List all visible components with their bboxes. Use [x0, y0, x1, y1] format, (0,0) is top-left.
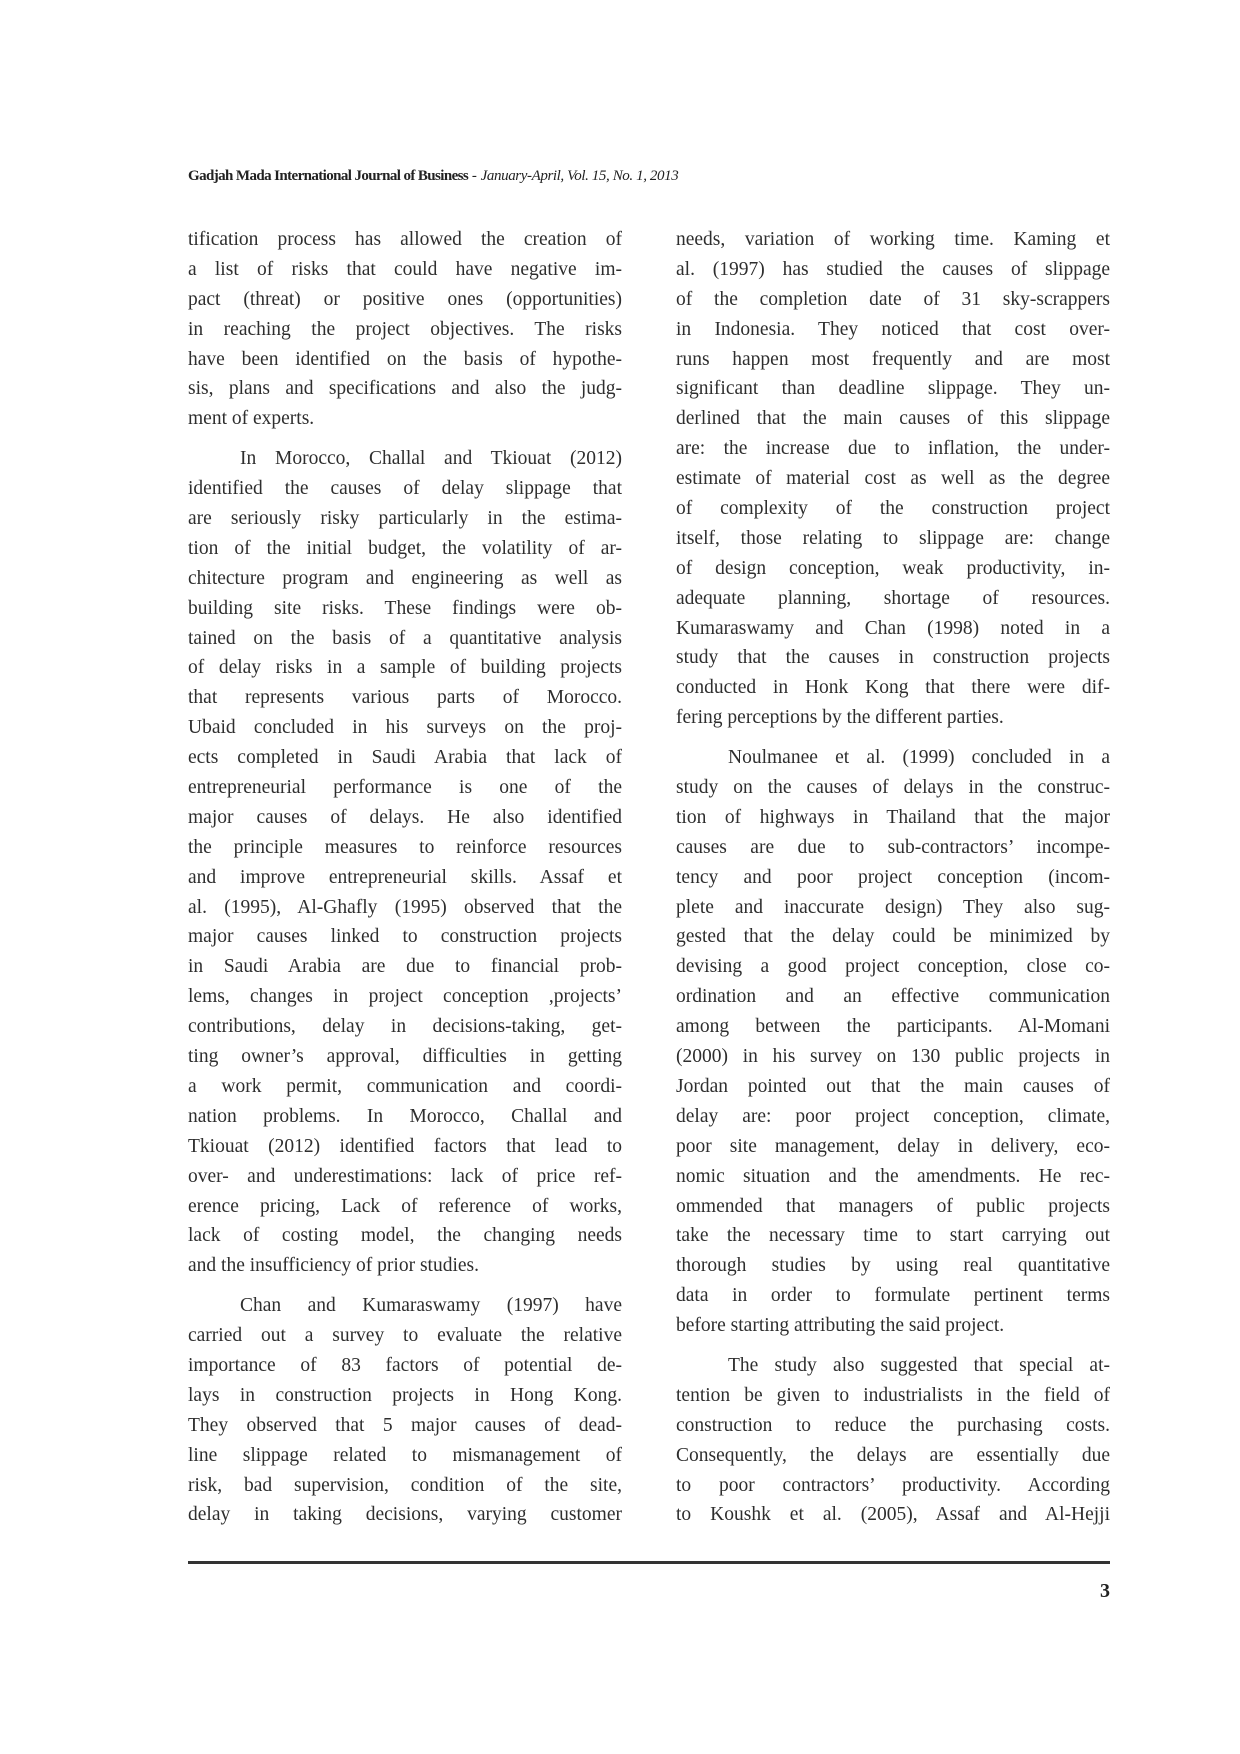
footer-rule	[188, 1561, 1110, 1564]
text-line: (2000) in his survey on 130 public projects in	[676, 1046, 1110, 1068]
text-line: over- and underestimations: lack of price ref-	[188, 1165, 622, 1187]
text-line: tained on the basis of a quantitative analysis	[188, 627, 622, 649]
text-line: of delay risks in a sample of building projects	[188, 657, 622, 679]
text-line: lems, changes in project conception ,projects’	[188, 986, 622, 1008]
text-line: in reaching the project objectives. The risks	[188, 318, 622, 340]
text-line: tion of the initial budget, the volatility of ar-	[188, 537, 622, 559]
paragraph	[188, 225, 622, 434]
text-line: derlined that the main causes of this slippage	[676, 408, 1110, 430]
page-number: 3	[1100, 1580, 1110, 1602]
text-line: study that the causes in construction projects	[676, 647, 1110, 669]
text-line: major causes of delays. He also identified	[188, 806, 622, 828]
text-line: Tkiouat (2012) identified factors that lead to	[188, 1135, 622, 1157]
text-line: The study also suggested that special at-	[728, 1354, 1110, 1376]
text-line: itself, those relating to slippage are: change	[676, 527, 1110, 549]
text-line: lack of costing model, the changing needs	[188, 1225, 622, 1247]
text-line: among between the participants. Al-Momani	[676, 1016, 1110, 1038]
text-line: al. (1995), Al-Ghafly (1995) observed that the	[188, 896, 622, 918]
text-line: devising a good project conception, close co-	[676, 956, 1110, 978]
text-line: ordination and an effective communication	[676, 986, 1110, 1008]
text-line: chitecture program and engineering as well as	[188, 567, 622, 589]
text-line: entrepreneurial performance is one of the	[188, 777, 622, 799]
text-line: carried out a survey to evaluate the relative	[188, 1325, 622, 1347]
text-line: ommended that managers of public projects	[676, 1195, 1110, 1217]
running-header	[188, 168, 678, 185]
text-line: delay are: poor project conception, climate,	[676, 1105, 1110, 1127]
text-line: ting owner’s approval, difficulties in getting	[188, 1046, 622, 1068]
text-line: and the insufficiency of prior studies.	[188, 1255, 479, 1277]
text-line: data in order to formulate pertinent terms	[676, 1285, 1110, 1307]
text-line: significant than deadline slippage. They un-	[676, 378, 1110, 400]
text-line: have been identified on the basis of hypothe-	[188, 348, 622, 370]
header-separator: -	[468, 168, 481, 184]
text-line: needs, variation of working time. Kaming et	[676, 229, 1110, 250]
text-line: to poor contractors’ productivity. According	[676, 1474, 1110, 1496]
text-line: of design conception, weak productivity, in-	[676, 557, 1110, 579]
text-line: risk, bad supervision, condition of the site,	[188, 1474, 622, 1496]
text-line: importance of 83 factors of potential de-	[188, 1354, 622, 1376]
text-line: Ubaid concluded in his surveys on the proj-	[188, 717, 622, 739]
text-line: a work permit, communication and coordi-	[188, 1075, 622, 1097]
text-line: construction to reduce the purchasing costs.	[676, 1414, 1110, 1436]
text-line: ment of experts.	[188, 408, 315, 430]
text-line: building site risks. These findings were ob-	[188, 597, 622, 619]
text-line: that represents various parts of Morocco.	[188, 687, 622, 709]
text-line: sis, plans and specifications and also the judg-	[188, 378, 622, 400]
paragraph	[188, 1291, 622, 1530]
text-line: conducted in Honk Kong that there were dif-	[676, 677, 1110, 699]
text-line: major causes linked to construction projects	[188, 926, 622, 948]
text-line: line slippage related to mismanagement of	[188, 1444, 622, 1466]
paragraph	[188, 444, 622, 1281]
text-line: before starting attributing the said project.	[676, 1315, 1005, 1337]
text-line: identified the causes of delay slippage that	[188, 478, 622, 500]
text-line: contributions, delay in decisions-taking, get-	[188, 1016, 622, 1038]
text-line: Jordan pointed out that the main causes of	[676, 1075, 1110, 1097]
paragraph	[676, 743, 1110, 1341]
paragraph	[676, 1351, 1110, 1530]
text-line: study on the causes of delays in the construc-	[676, 777, 1110, 799]
paragraph	[676, 225, 1110, 733]
text-line: Consequently, the delays are essentially due	[676, 1444, 1110, 1466]
text-line: estimate of material cost as well as the degree	[676, 468, 1110, 490]
text-line: and improve entrepreneurial skills. Assaf et	[188, 866, 622, 888]
text-line: nation problems. In Morocco, Challal and	[188, 1105, 622, 1127]
text-line: In Morocco, Challal and Tkiouat (2012)	[240, 448, 622, 470]
text-line: causes are due to sub-contractors’ incompe-	[676, 836, 1110, 858]
text-line: tency and poor project conception (incom-	[676, 866, 1110, 888]
text-line: tification process has allowed the creation of	[188, 229, 622, 250]
text-line: delay in taking decisions, varying customer	[188, 1504, 622, 1526]
text-line: al. (1997) has studied the causes of slippage	[676, 258, 1110, 280]
issue-info: January-April, Vol. 15, No. 1, 2013	[480, 168, 679, 184]
text-column-left	[188, 225, 622, 1540]
text-line: are seriously risky particularly in the estima-	[188, 508, 622, 530]
text-line: ects completed in Saudi Arabia that lack of	[188, 747, 622, 769]
journal-name: Gadjah Mada International Journal of Business	[188, 168, 469, 184]
text-line: in Saudi Arabia are due to financial prob-	[188, 956, 622, 978]
text-line: in Indonesia. They noticed that cost over-	[676, 318, 1110, 340]
text-line: Noulmanee et al. (1999) concluded in a	[728, 747, 1110, 769]
text-line: thorough studies by using real quantitative	[676, 1255, 1110, 1277]
text-line: gested that the delay could be minimized by	[676, 926, 1110, 948]
text-line: tention be given to industrialists in the field of	[676, 1384, 1110, 1406]
text-line: nomic situation and the amendments. He rec-	[676, 1165, 1110, 1187]
text-line: lays in construction projects in Hong Kong.	[188, 1384, 622, 1406]
text-line: a list of risks that could have negative im-	[188, 258, 622, 280]
text-column-right	[676, 225, 1110, 1540]
text-line: erence pricing, Lack of reference of works,	[188, 1195, 622, 1217]
text-line: plete and inaccurate design) They also sug-	[676, 896, 1110, 918]
text-line: adequate planning, shortage of resources.	[676, 587, 1110, 609]
text-line: of complexity of the construction project	[676, 498, 1110, 520]
text-line: take the necessary time to start carrying out	[676, 1225, 1110, 1247]
text-line: of the completion date of 31 sky-scrappers	[676, 288, 1110, 310]
text-line: the principle measures to reinforce resources	[188, 836, 622, 858]
text-line: poor site management, delay in delivery, eco-	[676, 1135, 1110, 1157]
text-line: are: the increase due to inflation, the under-	[676, 438, 1110, 460]
text-line: runs happen most frequently and are most	[676, 348, 1110, 370]
text-line: to Koushk et al. (2005), Assaf and Al-Hejji	[676, 1504, 1110, 1526]
text-line: Chan and Kumaraswamy (1997) have	[240, 1295, 622, 1317]
text-line: fering perceptions by the different parties.	[676, 707, 1004, 729]
text-line: pact (threat) or positive ones (opportunities)	[188, 288, 622, 310]
text-line: tion of highways in Thailand that the major	[676, 806, 1110, 828]
text-line: They observed that 5 major causes of dead-	[188, 1414, 622, 1436]
text-line: Kumaraswamy and Chan (1998) noted in a	[676, 617, 1110, 639]
